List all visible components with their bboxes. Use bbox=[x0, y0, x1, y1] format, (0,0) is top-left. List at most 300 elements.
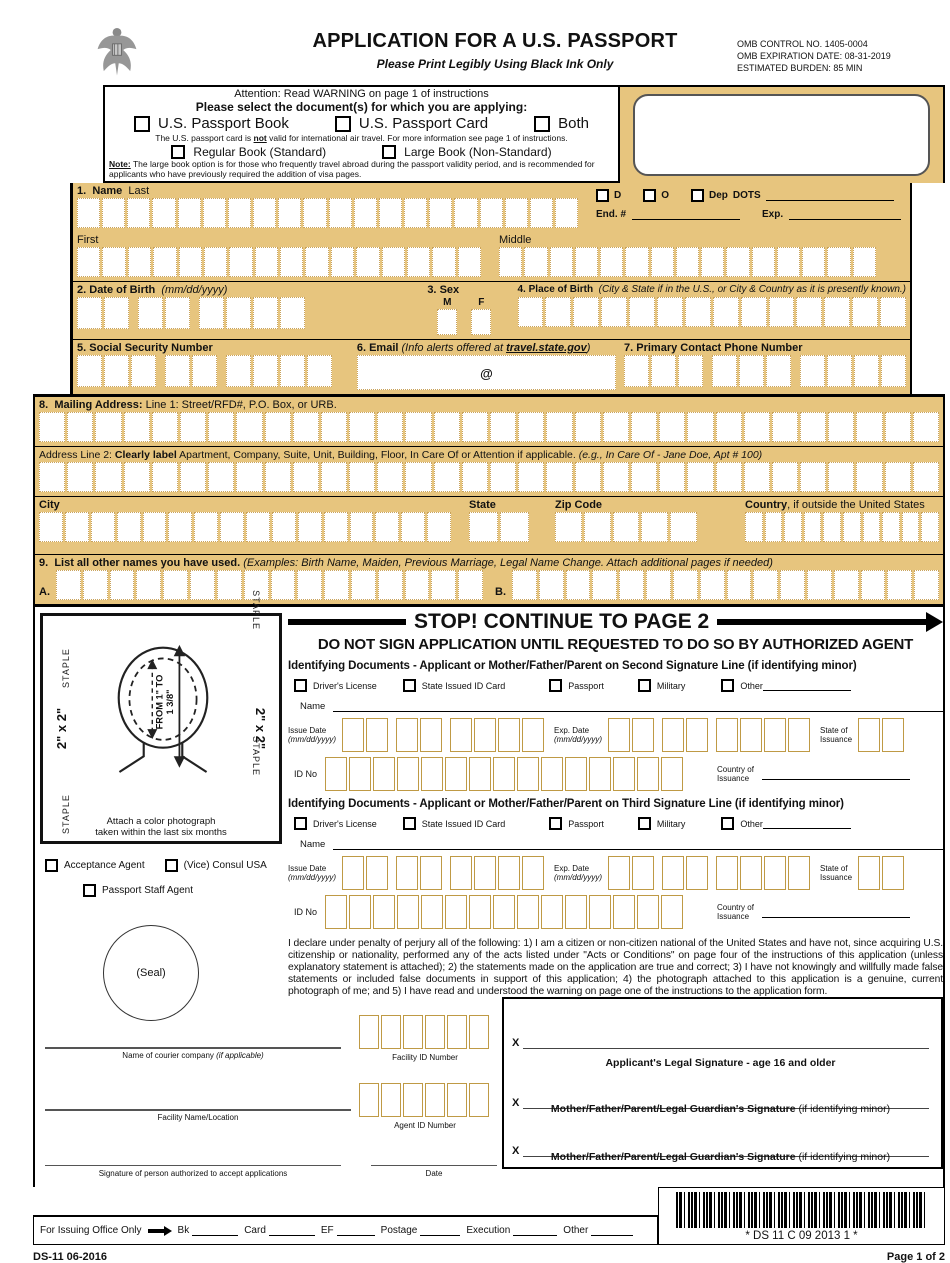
char-box[interactable] bbox=[253, 355, 278, 387]
char-box[interactable] bbox=[575, 247, 598, 277]
char-box[interactable] bbox=[39, 512, 63, 542]
char-box[interactable] bbox=[236, 412, 262, 442]
char-box[interactable] bbox=[764, 718, 786, 752]
char-box[interactable] bbox=[280, 247, 303, 277]
char-box[interactable] bbox=[447, 1015, 467, 1049]
dep-checkbox[interactable] bbox=[691, 189, 704, 202]
char-box[interactable] bbox=[39, 412, 65, 442]
char-box[interactable] bbox=[298, 512, 322, 542]
char-box[interactable] bbox=[546, 462, 572, 492]
char-box[interactable] bbox=[631, 412, 657, 442]
char-box[interactable] bbox=[325, 757, 347, 791]
char-box[interactable] bbox=[471, 309, 491, 335]
char-box[interactable] bbox=[863, 512, 881, 542]
char-box[interactable] bbox=[280, 355, 305, 387]
char-box[interactable] bbox=[713, 297, 739, 327]
char-box[interactable] bbox=[83, 570, 108, 600]
char-box[interactable] bbox=[745, 512, 763, 542]
char-box[interactable] bbox=[600, 247, 623, 277]
char-box[interactable] bbox=[632, 718, 654, 752]
char-box[interactable] bbox=[524, 247, 547, 277]
d-checkbox[interactable] bbox=[596, 189, 609, 202]
char-box[interactable] bbox=[382, 247, 405, 277]
char-box[interactable] bbox=[646, 570, 671, 600]
char-box[interactable] bbox=[375, 512, 399, 542]
char-box[interactable] bbox=[545, 297, 571, 327]
char-box[interactable] bbox=[726, 247, 749, 277]
char-box[interactable] bbox=[802, 247, 825, 277]
char-box[interactable] bbox=[469, 1015, 489, 1049]
char-box[interactable] bbox=[124, 412, 150, 442]
char-box[interactable] bbox=[498, 718, 520, 752]
drivers-license-checkbox[interactable] bbox=[294, 817, 307, 830]
char-box[interactable] bbox=[180, 462, 206, 492]
char-box[interactable] bbox=[716, 412, 742, 442]
char-box[interactable] bbox=[349, 895, 371, 929]
o-checkbox[interactable] bbox=[643, 189, 656, 202]
char-box[interactable] bbox=[102, 198, 125, 228]
char-box[interactable] bbox=[740, 856, 762, 890]
char-box[interactable] bbox=[165, 297, 190, 329]
authorized-signature-field[interactable] bbox=[45, 1165, 341, 1166]
dots-field[interactable] bbox=[766, 190, 894, 201]
char-box[interactable] bbox=[772, 462, 798, 492]
char-box[interactable] bbox=[180, 412, 206, 442]
char-box[interactable] bbox=[128, 247, 151, 277]
char-box[interactable] bbox=[349, 412, 375, 442]
char-box[interactable] bbox=[546, 412, 572, 442]
char-box[interactable] bbox=[77, 247, 100, 277]
char-box[interactable] bbox=[434, 462, 460, 492]
char-box[interactable] bbox=[613, 512, 640, 542]
char-box[interactable] bbox=[629, 297, 655, 327]
char-box[interactable] bbox=[329, 198, 352, 228]
char-box[interactable] bbox=[589, 895, 611, 929]
char-box[interactable] bbox=[686, 856, 708, 890]
char-box[interactable] bbox=[882, 512, 900, 542]
char-box[interactable] bbox=[136, 570, 161, 600]
passport-card-checkbox[interactable] bbox=[335, 116, 351, 132]
char-box[interactable] bbox=[420, 718, 442, 752]
char-box[interactable] bbox=[178, 198, 201, 228]
char-box[interactable] bbox=[631, 462, 657, 492]
char-box[interactable] bbox=[480, 198, 503, 228]
char-box[interactable] bbox=[462, 412, 488, 442]
char-box[interactable] bbox=[403, 1083, 423, 1117]
char-box[interactable] bbox=[458, 570, 483, 600]
char-box[interactable] bbox=[220, 512, 244, 542]
end-field[interactable] bbox=[632, 209, 740, 220]
char-box[interactable] bbox=[641, 512, 668, 542]
char-box[interactable] bbox=[117, 512, 141, 542]
country-issuance-field[interactable] bbox=[762, 907, 910, 918]
date-field[interactable] bbox=[371, 1165, 497, 1166]
char-box[interactable] bbox=[518, 297, 544, 327]
char-box[interactable] bbox=[739, 355, 764, 387]
char-box[interactable] bbox=[744, 462, 770, 492]
char-box[interactable] bbox=[396, 856, 418, 890]
char-box[interactable] bbox=[499, 247, 522, 277]
char-box[interactable] bbox=[573, 297, 599, 327]
char-box[interactable] bbox=[555, 198, 578, 228]
char-box[interactable] bbox=[772, 412, 798, 442]
char-box[interactable] bbox=[401, 512, 425, 542]
char-box[interactable] bbox=[854, 355, 879, 387]
char-box[interactable] bbox=[405, 412, 431, 442]
char-box[interactable] bbox=[226, 297, 251, 329]
char-box[interactable] bbox=[469, 1083, 489, 1117]
char-box[interactable] bbox=[662, 718, 684, 752]
char-box[interactable] bbox=[603, 462, 629, 492]
char-box[interactable] bbox=[856, 462, 882, 492]
char-box[interactable] bbox=[425, 1083, 445, 1117]
char-box[interactable] bbox=[293, 462, 319, 492]
char-box[interactable] bbox=[405, 570, 430, 600]
char-box[interactable] bbox=[229, 247, 252, 277]
char-box[interactable] bbox=[95, 412, 121, 442]
char-box[interactable] bbox=[110, 570, 135, 600]
char-box[interactable] bbox=[124, 462, 150, 492]
both-checkbox[interactable] bbox=[534, 116, 550, 132]
char-box[interactable] bbox=[752, 247, 775, 277]
char-box[interactable] bbox=[104, 297, 129, 329]
char-box[interactable] bbox=[208, 412, 234, 442]
char-box[interactable] bbox=[351, 570, 376, 600]
char-box[interactable] bbox=[228, 198, 251, 228]
char-box[interactable] bbox=[522, 718, 544, 752]
card-field[interactable] bbox=[269, 1225, 315, 1236]
char-box[interactable] bbox=[331, 247, 354, 277]
char-box[interactable] bbox=[853, 247, 876, 277]
char-box[interactable] bbox=[377, 462, 403, 492]
char-box[interactable] bbox=[530, 198, 553, 228]
char-box[interactable] bbox=[541, 895, 563, 929]
char-box[interactable] bbox=[828, 462, 854, 492]
id-name-field[interactable] bbox=[333, 701, 943, 712]
char-box[interactable] bbox=[823, 512, 841, 542]
char-box[interactable] bbox=[632, 856, 654, 890]
char-box[interactable] bbox=[712, 355, 737, 387]
char-box[interactable] bbox=[741, 297, 767, 327]
passport-doc-checkbox[interactable] bbox=[549, 679, 562, 692]
country-issuance-field[interactable] bbox=[762, 769, 910, 780]
char-box[interactable] bbox=[885, 462, 911, 492]
char-box[interactable] bbox=[165, 355, 190, 387]
char-box[interactable] bbox=[603, 412, 629, 442]
char-box[interactable] bbox=[687, 412, 713, 442]
char-box[interactable] bbox=[887, 570, 912, 600]
char-box[interactable] bbox=[432, 247, 455, 277]
char-box[interactable] bbox=[522, 856, 544, 890]
courier-company-field[interactable] bbox=[45, 1047, 341, 1049]
char-box[interactable] bbox=[584, 512, 611, 542]
char-box[interactable] bbox=[217, 570, 242, 600]
char-box[interactable] bbox=[881, 355, 906, 387]
char-box[interactable] bbox=[56, 570, 81, 600]
char-box[interactable] bbox=[490, 462, 516, 492]
char-box[interactable] bbox=[592, 570, 617, 600]
other-doc-field[interactable] bbox=[763, 680, 851, 691]
char-box[interactable] bbox=[325, 895, 347, 929]
char-box[interactable] bbox=[429, 198, 452, 228]
char-box[interactable] bbox=[804, 512, 822, 542]
char-box[interactable] bbox=[253, 297, 278, 329]
char-box[interactable] bbox=[566, 570, 591, 600]
passport-staff-agent-checkbox[interactable] bbox=[83, 884, 96, 897]
char-box[interactable] bbox=[512, 570, 537, 600]
char-box[interactable] bbox=[700, 570, 725, 600]
char-box[interactable] bbox=[518, 462, 544, 492]
char-box[interactable] bbox=[421, 895, 443, 929]
char-box[interactable] bbox=[678, 355, 703, 387]
char-box[interactable] bbox=[796, 297, 822, 327]
char-box[interactable] bbox=[199, 297, 224, 329]
char-box[interactable] bbox=[143, 512, 167, 542]
char-box[interactable] bbox=[474, 718, 496, 752]
char-box[interactable] bbox=[421, 757, 443, 791]
char-box[interactable] bbox=[834, 570, 859, 600]
char-box[interactable] bbox=[613, 895, 635, 929]
char-box[interactable] bbox=[67, 462, 93, 492]
char-box[interactable] bbox=[555, 512, 582, 542]
char-box[interactable] bbox=[550, 247, 573, 277]
char-box[interactable] bbox=[882, 718, 904, 752]
char-box[interactable] bbox=[356, 247, 379, 277]
char-box[interactable] bbox=[366, 856, 388, 890]
char-box[interactable] bbox=[271, 570, 296, 600]
char-box[interactable] bbox=[321, 462, 347, 492]
char-box[interactable] bbox=[637, 895, 659, 929]
char-box[interactable] bbox=[657, 297, 683, 327]
char-box[interactable] bbox=[651, 247, 674, 277]
applicant-signature-field[interactable] bbox=[523, 1038, 929, 1049]
char-box[interactable] bbox=[601, 297, 627, 327]
char-box[interactable] bbox=[716, 462, 742, 492]
char-box[interactable] bbox=[208, 462, 234, 492]
char-box[interactable] bbox=[297, 570, 322, 600]
char-box[interactable] bbox=[359, 1083, 379, 1117]
char-box[interactable] bbox=[203, 198, 226, 228]
char-box[interactable] bbox=[613, 757, 635, 791]
char-box[interactable] bbox=[226, 355, 251, 387]
char-box[interactable] bbox=[373, 895, 395, 929]
char-box[interactable] bbox=[77, 355, 102, 387]
char-box[interactable] bbox=[246, 512, 270, 542]
char-box[interactable] bbox=[843, 512, 861, 542]
char-box[interactable] bbox=[447, 1083, 467, 1117]
char-box[interactable] bbox=[91, 512, 115, 542]
char-box[interactable] bbox=[517, 895, 539, 929]
char-box[interactable] bbox=[405, 462, 431, 492]
char-box[interactable] bbox=[131, 355, 156, 387]
facility-name-field[interactable] bbox=[45, 1109, 351, 1111]
other-doc-checkbox[interactable] bbox=[721, 679, 734, 692]
other-field[interactable] bbox=[591, 1225, 633, 1236]
char-box[interactable] bbox=[469, 895, 491, 929]
char-box[interactable] bbox=[539, 570, 564, 600]
char-box[interactable] bbox=[265, 462, 291, 492]
regular-book-checkbox[interactable] bbox=[171, 145, 185, 159]
char-box[interactable] bbox=[39, 462, 65, 492]
char-box[interactable] bbox=[381, 1015, 401, 1049]
char-box[interactable] bbox=[349, 757, 371, 791]
vice-consul-checkbox[interactable] bbox=[165, 859, 178, 872]
char-box[interactable] bbox=[450, 718, 472, 752]
char-box[interactable] bbox=[670, 512, 697, 542]
bk-field[interactable] bbox=[192, 1225, 238, 1236]
char-box[interactable] bbox=[179, 247, 202, 277]
char-box[interactable] bbox=[493, 895, 515, 929]
char-box[interactable] bbox=[354, 198, 377, 228]
char-box[interactable] bbox=[305, 247, 328, 277]
char-box[interactable] bbox=[575, 412, 601, 442]
char-box[interactable] bbox=[880, 297, 906, 327]
char-box[interactable] bbox=[753, 570, 778, 600]
char-box[interactable] bbox=[377, 412, 403, 442]
char-box[interactable] bbox=[469, 757, 491, 791]
char-box[interactable] bbox=[575, 462, 601, 492]
char-box[interactable] bbox=[716, 718, 738, 752]
char-box[interactable] bbox=[192, 355, 217, 387]
email-field[interactable] bbox=[357, 355, 616, 390]
char-box[interactable] bbox=[518, 412, 544, 442]
id-name-field[interactable] bbox=[333, 839, 943, 850]
char-box[interactable] bbox=[827, 355, 852, 387]
char-box[interactable] bbox=[280, 297, 305, 329]
char-box[interactable] bbox=[359, 1015, 379, 1049]
char-box[interactable] bbox=[517, 757, 539, 791]
char-box[interactable] bbox=[445, 895, 467, 929]
char-box[interactable] bbox=[828, 412, 854, 442]
char-box[interactable] bbox=[856, 412, 882, 442]
char-box[interactable] bbox=[913, 412, 939, 442]
char-box[interactable] bbox=[727, 570, 752, 600]
char-box[interactable] bbox=[686, 718, 708, 752]
char-box[interactable] bbox=[662, 856, 684, 890]
char-box[interactable] bbox=[349, 462, 375, 492]
char-box[interactable] bbox=[882, 856, 904, 890]
char-box[interactable] bbox=[163, 570, 188, 600]
state-id-checkbox[interactable] bbox=[403, 817, 416, 830]
char-box[interactable] bbox=[659, 462, 685, 492]
large-book-checkbox[interactable] bbox=[382, 145, 396, 159]
execution-field[interactable] bbox=[513, 1225, 557, 1236]
char-box[interactable] bbox=[807, 570, 832, 600]
char-box[interactable] bbox=[445, 757, 467, 791]
char-box[interactable] bbox=[378, 570, 403, 600]
char-box[interactable] bbox=[861, 570, 886, 600]
char-box[interactable] bbox=[65, 512, 89, 542]
other-doc-field[interactable] bbox=[763, 818, 851, 829]
char-box[interactable] bbox=[493, 757, 515, 791]
char-box[interactable] bbox=[716, 856, 738, 890]
passport-book-checkbox[interactable] bbox=[134, 116, 150, 132]
char-box[interactable] bbox=[350, 512, 374, 542]
char-box[interactable] bbox=[541, 757, 563, 791]
char-box[interactable] bbox=[425, 1015, 445, 1049]
char-box[interactable] bbox=[659, 412, 685, 442]
char-box[interactable] bbox=[624, 355, 649, 387]
passport-doc-checkbox[interactable] bbox=[549, 817, 562, 830]
char-box[interactable] bbox=[565, 757, 587, 791]
char-box[interactable] bbox=[293, 412, 319, 442]
char-box[interactable] bbox=[397, 895, 419, 929]
char-box[interactable] bbox=[379, 198, 402, 228]
char-box[interactable] bbox=[784, 512, 802, 542]
char-box[interactable] bbox=[687, 462, 713, 492]
char-box[interactable] bbox=[608, 718, 630, 752]
exp-field[interactable] bbox=[789, 209, 901, 220]
char-box[interactable] bbox=[458, 247, 481, 277]
char-box[interactable] bbox=[450, 856, 472, 890]
char-box[interactable] bbox=[324, 570, 349, 600]
char-box[interactable] bbox=[661, 757, 683, 791]
char-box[interactable] bbox=[769, 297, 795, 327]
char-box[interactable] bbox=[434, 412, 460, 442]
char-box[interactable] bbox=[637, 757, 659, 791]
char-box[interactable] bbox=[407, 247, 430, 277]
ef-field[interactable] bbox=[337, 1225, 375, 1236]
char-box[interactable] bbox=[462, 462, 488, 492]
char-box[interactable] bbox=[454, 198, 477, 228]
char-box[interactable] bbox=[127, 198, 150, 228]
drivers-license-checkbox[interactable] bbox=[294, 679, 307, 692]
char-box[interactable] bbox=[921, 512, 939, 542]
char-box[interactable] bbox=[777, 247, 800, 277]
char-box[interactable] bbox=[431, 570, 456, 600]
char-box[interactable] bbox=[95, 462, 121, 492]
char-box[interactable] bbox=[397, 757, 419, 791]
char-box[interactable] bbox=[427, 512, 451, 542]
char-box[interactable] bbox=[827, 247, 850, 277]
char-box[interactable] bbox=[278, 198, 301, 228]
char-box[interactable] bbox=[437, 309, 457, 335]
char-box[interactable] bbox=[307, 355, 332, 387]
char-box[interactable] bbox=[619, 570, 644, 600]
char-box[interactable] bbox=[800, 462, 826, 492]
char-box[interactable] bbox=[420, 856, 442, 890]
postage-field[interactable] bbox=[420, 1225, 460, 1236]
char-box[interactable] bbox=[138, 297, 163, 329]
char-box[interactable] bbox=[852, 297, 878, 327]
char-box[interactable] bbox=[685, 297, 711, 327]
char-box[interactable] bbox=[800, 412, 826, 442]
char-box[interactable] bbox=[102, 247, 125, 277]
char-box[interactable] bbox=[324, 512, 348, 542]
char-box[interactable] bbox=[77, 297, 102, 329]
char-box[interactable] bbox=[396, 718, 418, 752]
char-box[interactable] bbox=[676, 247, 699, 277]
char-box[interactable] bbox=[788, 856, 810, 890]
char-box[interactable] bbox=[885, 412, 911, 442]
char-box[interactable] bbox=[800, 355, 825, 387]
char-box[interactable] bbox=[764, 856, 786, 890]
char-box[interactable] bbox=[858, 718, 880, 752]
char-box[interactable] bbox=[77, 198, 100, 228]
char-box[interactable] bbox=[469, 512, 498, 542]
char-box[interactable] bbox=[190, 570, 215, 600]
military-checkbox[interactable] bbox=[638, 817, 651, 830]
char-box[interactable] bbox=[104, 355, 129, 387]
char-box[interactable] bbox=[194, 512, 218, 542]
char-box[interactable] bbox=[765, 512, 783, 542]
char-box[interactable] bbox=[505, 198, 528, 228]
char-box[interactable] bbox=[589, 757, 611, 791]
char-box[interactable] bbox=[788, 718, 810, 752]
char-box[interactable] bbox=[373, 757, 395, 791]
char-box[interactable] bbox=[366, 718, 388, 752]
state-id-checkbox[interactable] bbox=[403, 679, 416, 692]
